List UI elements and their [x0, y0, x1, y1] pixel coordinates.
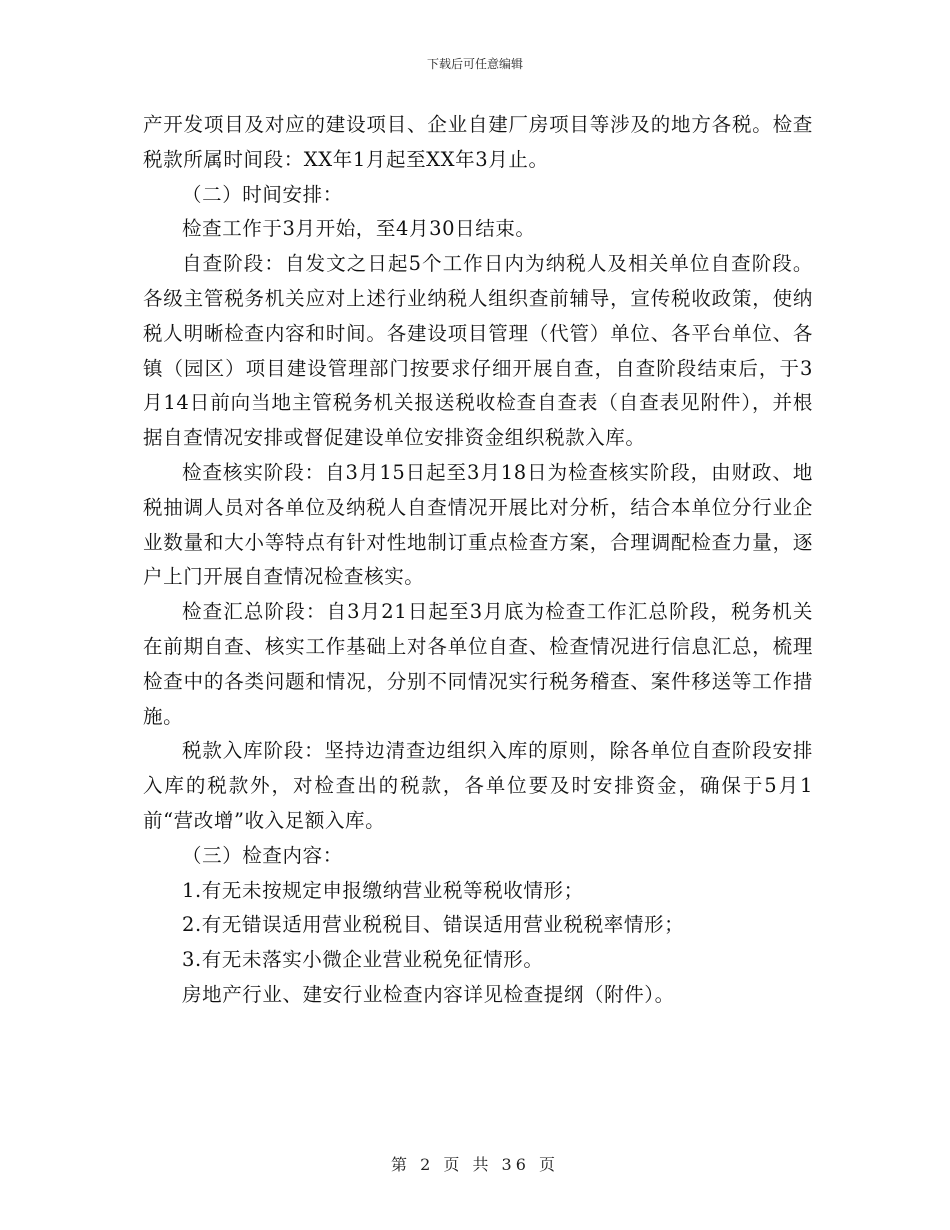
paragraph: 3.有无未落实小微企业营业税免征情形。: [182, 948, 544, 972]
paragraph: （二）时间安排：: [182, 182, 343, 206]
paragraph: 自查阶段：自发文之日起5个工作日内为纳税人及相关单位自查阶段。各级主管税务机关应对上述行业纳税人组织查前辅导，宣传税收政策，使纳税人明晰检查内容和时间。各建设项目管理（代管）单位、各平台单位、各镇（园区）项目建设管理部门按要求仔细开展自查，自查阶段结束后，于3月14日前向当地主管税务机关报送税收检查自查表（自查表见附件），并根据自查情况安排或督促建设单位安排资金组织税款入库。: [143, 252, 813, 450]
paragraph: 1.有无未按规定申报缴纳营业税等税收情形；: [182, 878, 584, 902]
paragraph: 检查工作于3月开始，至4月30日结束。: [182, 217, 536, 241]
paragraph: 产开发项目及对应的建设项目、企业自建厂房项目等涉及的地方各税。检查税款所属时间段：XX年1月起至XX年3月止。: [143, 113, 813, 171]
paragraph: 检查核实阶段：自3月15日起至3月18日为检查核实阶段，由财政、地税抽调人员对各单位及纳税人自查情况开展比对分析，结合本单位分行业企业数量和大小等特点有针对性地制订重点检查方案，合理调配检查力量，逐户上门开展自查情况检查核实。: [143, 460, 813, 589]
paragraph: 房地产行业、建安行业检查内容详见检查提纲（附件）。: [182, 982, 675, 1006]
paragraph: 税款入库阶段：坚持边清查边组织入库的原则，除各单位自查阶段安排入库的税款外，对检查出的税款，各单位要及时安排资金，确保于5月1前“营改增”收入足额入库。: [143, 739, 813, 832]
page-number-footer: 第 2 页 共 36 页: [391, 1155, 559, 1174]
paragraph: 2.有无错误适用营业税税目、错误适用营业税税率情形；: [182, 913, 685, 937]
page-header: 下载后可任意编辑: [426, 57, 523, 71]
paragraph: （三）检查内容：: [182, 843, 343, 867]
document-body: [143, 108, 813, 1013]
paragraph: 检查汇总阶段：自3月21日起至3月底为检查工作汇总阶段，税务机关在前期自查、核实工作基础上对各单位自查、检查情况进行信息汇总，梳理检查中的各类问题和情况，分别不同情况实行税务稽查、案件移送等工作措施。: [143, 600, 813, 728]
